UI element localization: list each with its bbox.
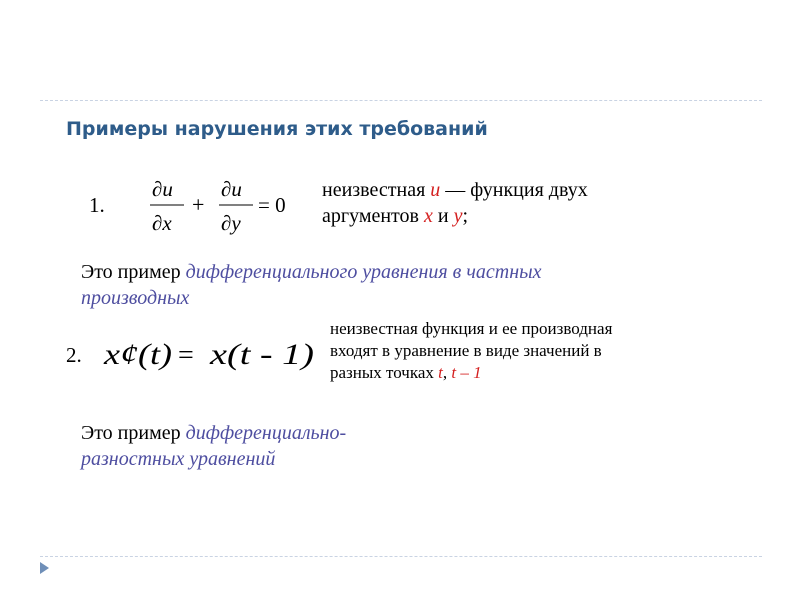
example-1-desc-line-1: неизвестная u — функция двух xyxy=(322,179,588,201)
top-divider xyxy=(40,100,762,101)
numerator-du-2: ∂u xyxy=(221,177,242,201)
variable-u: u xyxy=(430,179,441,201)
numerator-du-1: ∂u xyxy=(152,177,173,201)
variable-x: x xyxy=(423,205,433,227)
formula-equals: = xyxy=(178,340,194,371)
example-1-description xyxy=(322,177,588,229)
note-2: Это пример дифференциально- разностных уравнений xyxy=(81,422,347,470)
bottom-divider xyxy=(40,556,762,557)
variable-y: y xyxy=(453,205,463,227)
example-2-number: 2. xyxy=(66,343,82,367)
delay-equation-formula xyxy=(98,328,323,378)
example-1-number: 1. xyxy=(89,193,105,217)
denominator-dy: ∂y xyxy=(221,211,241,235)
slide-title: Примеры нарушения этих требований xyxy=(66,118,488,140)
variable-t-minus-1: t – 1 xyxy=(451,363,482,382)
note-1: Это пример дифференциального уравнения в частных производных xyxy=(81,261,542,309)
pde-formula xyxy=(150,168,300,248)
example-2-description: неизвестная функция и ее производная входят в уравнение в виде значений в разных точках t, t – 1 xyxy=(330,319,613,382)
plus-sign: + xyxy=(192,192,205,217)
note-2-emphasis: дифференциально- xyxy=(185,422,347,444)
equals-zero: = 0 xyxy=(258,193,286,217)
note-1-emphasis: дифференциального уравнения в частных xyxy=(185,261,542,283)
formula-rhs: x(t - 1) xyxy=(208,338,315,371)
formula-lhs: x¢(t) xyxy=(102,338,172,371)
example-1-desc-line-2: аргументов x и y; xyxy=(322,205,469,227)
triangle-bullet-icon xyxy=(40,562,49,574)
variable-t: t xyxy=(438,363,443,382)
denominator-dx: ∂x xyxy=(152,211,172,235)
